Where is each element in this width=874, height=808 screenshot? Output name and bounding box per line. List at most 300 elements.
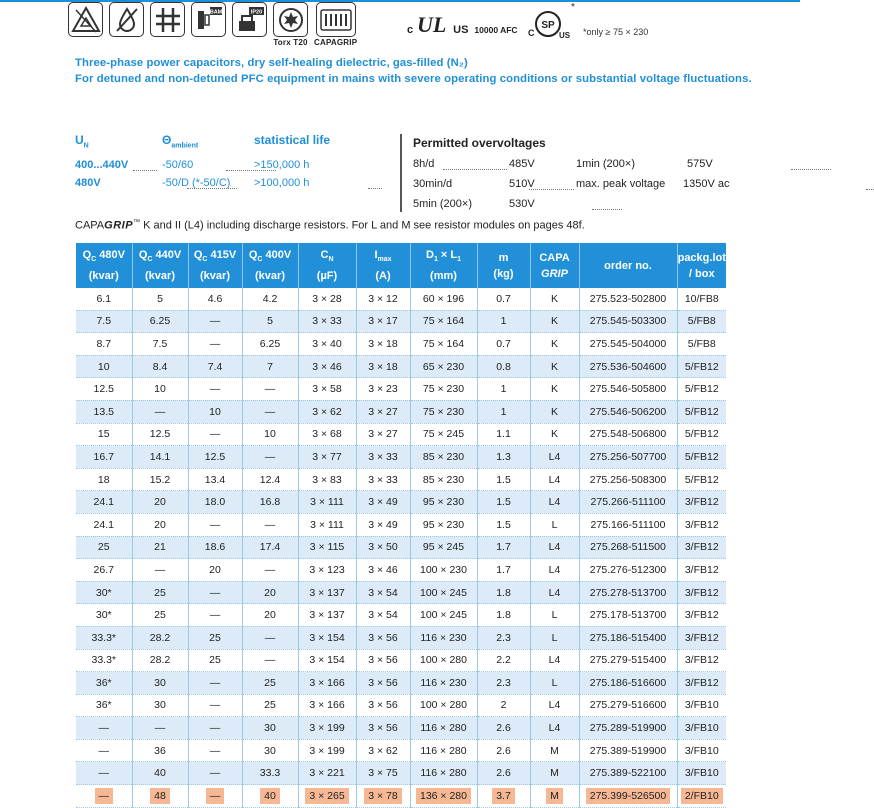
table-cell: 24.1 bbox=[76, 491, 132, 514]
table-cell: L bbox=[530, 604, 579, 627]
ov-value-2: 510V bbox=[509, 178, 535, 190]
table-cell: 5/FB8 bbox=[677, 333, 726, 356]
table-cell: 3 × 137 bbox=[298, 604, 356, 627]
capagrip-note: CAPAGRIP™ K and II (L4) including discharge resistors. For L and M see resistor modules on pages 48f. bbox=[75, 219, 585, 232]
subtitle-line2: For detuned and non-detuned PFC equipment in mains with severe operating conditions or substantial voltage fluctuations. bbox=[75, 73, 752, 85]
table-cell: 3/FB12 bbox=[677, 649, 726, 672]
table-row bbox=[76, 355, 726, 378]
table-cell: L bbox=[530, 672, 579, 695]
table-cell: 3 × 115 bbox=[298, 536, 356, 559]
table-cell: 1.5 bbox=[477, 513, 530, 536]
table-cell: M bbox=[530, 762, 579, 785]
ip20-icon bbox=[232, 2, 267, 37]
table-cell: 2.3 bbox=[477, 672, 530, 695]
table-cell: M bbox=[530, 739, 579, 762]
svg-text:US: US bbox=[559, 31, 571, 40]
table-cell: 5/FB8 bbox=[677, 310, 726, 333]
dot-leader bbox=[529, 189, 574, 190]
table-cell: 25 bbox=[132, 581, 188, 604]
table-cell: — bbox=[242, 446, 298, 469]
product-table bbox=[76, 243, 726, 808]
table-cell: 275.186-515400 bbox=[579, 626, 677, 649]
table-cell: 75 × 164 bbox=[410, 310, 477, 333]
table-cell: 6.1 bbox=[76, 288, 132, 310]
table-cell: — bbox=[188, 604, 242, 627]
table-cell: 2.6 bbox=[477, 762, 530, 785]
table-cell: 275.266-511100 bbox=[579, 491, 677, 514]
table-cell: 275.256-507700 bbox=[579, 446, 677, 469]
table-cell: 3 × 166 bbox=[298, 694, 356, 717]
column-header: $D_1 \times L_1$ (mm) bbox=[410, 243, 477, 288]
table-cell: 275.523-502800 bbox=[579, 288, 677, 310]
table-cell: 3 × 50 bbox=[356, 536, 410, 559]
table-cell: — bbox=[188, 378, 242, 401]
table-row bbox=[76, 333, 726, 356]
table-cell: 25 bbox=[242, 694, 298, 717]
table-cell: L4 bbox=[530, 491, 579, 514]
table-cell: 3/FB12 bbox=[677, 536, 726, 559]
table-cell: 8.4 bbox=[132, 355, 188, 378]
table-cell: 10 bbox=[132, 378, 188, 401]
table-cell: 28.2 bbox=[132, 626, 188, 649]
column-header: $I_{max}$ (A) bbox=[356, 243, 410, 288]
dot-leader bbox=[592, 209, 622, 210]
table-cell: — bbox=[188, 672, 242, 695]
table-cell: L bbox=[530, 626, 579, 649]
table-row bbox=[76, 581, 726, 604]
table-cell: 33.3* bbox=[76, 626, 132, 649]
table-cell: 20 bbox=[132, 491, 188, 514]
ov-value-5: 1350V ac bbox=[683, 178, 730, 190]
ul-logo-icon bbox=[415, 10, 451, 40]
table-cell: 275.166-511100 bbox=[579, 513, 677, 536]
table-cell: 116 × 280 bbox=[410, 717, 477, 740]
header-row bbox=[76, 243, 726, 288]
column-header: $Q_C$ 400V (kvar) bbox=[242, 243, 298, 288]
ov-label-1: 8h/d bbox=[413, 158, 435, 170]
table-cell: 275.546-505800 bbox=[579, 378, 677, 401]
table-cell: 275.278-513700 bbox=[579, 581, 677, 604]
ov-label-5: max. peak voltage bbox=[576, 178, 666, 190]
table-cell: 275.545-503300 bbox=[579, 310, 677, 333]
table-cell: 3 × 18 bbox=[356, 355, 410, 378]
capagrip-icon bbox=[316, 2, 356, 37]
table-cell: — bbox=[242, 626, 298, 649]
table-cell: 1.7 bbox=[477, 559, 530, 582]
table-cell: 5 bbox=[132, 288, 188, 310]
table-cell: 3 × 77 bbox=[298, 446, 356, 469]
table-row bbox=[76, 310, 726, 333]
table-cell: 275.276-512300 bbox=[579, 559, 677, 582]
ov-label-3: 5min (200×) bbox=[413, 198, 473, 210]
table-cell: 1.5 bbox=[477, 491, 530, 514]
table-cell: 20 bbox=[242, 581, 298, 604]
table-cell: 116 × 280 bbox=[410, 739, 477, 762]
dot-leader bbox=[791, 169, 831, 170]
table-cell: 3 × 27 bbox=[356, 423, 410, 446]
table-cell: 30 bbox=[132, 694, 188, 717]
table-cell: 1 bbox=[477, 378, 530, 401]
table-cell: 3 × 166 bbox=[298, 672, 356, 695]
table-cell: 5/FB12 bbox=[677, 468, 726, 491]
table-header bbox=[76, 243, 726, 288]
table-row bbox=[76, 288, 726, 310]
torx-icon bbox=[273, 2, 308, 37]
table-cell: 3 × 46 bbox=[298, 355, 356, 378]
table-cell: 3 × 111 bbox=[298, 491, 356, 514]
table-cell: 100 × 245 bbox=[410, 581, 477, 604]
table-cell: 2.3 bbox=[477, 626, 530, 649]
torx-icon-group bbox=[273, 2, 308, 47]
table-row bbox=[76, 694, 726, 717]
table-cell: 26.7 bbox=[76, 559, 132, 582]
table-cell: — bbox=[188, 717, 242, 740]
table-cell: 3 × 46 bbox=[356, 559, 410, 582]
table-cell: 2/FB10 bbox=[677, 785, 726, 808]
table-cell: 275.268-511500 bbox=[579, 536, 677, 559]
table-cell: 20 bbox=[132, 513, 188, 536]
table-cell: 30* bbox=[76, 581, 132, 604]
table-cell: 3 × 49 bbox=[356, 513, 410, 536]
table-cell: 15.2 bbox=[132, 468, 188, 491]
table-cell: 116 × 230 bbox=[410, 672, 477, 695]
table-cell: 100 × 230 bbox=[410, 559, 477, 582]
table-cell: 36* bbox=[76, 694, 132, 717]
svg-text:C: C bbox=[528, 28, 535, 38]
dot-leader bbox=[133, 170, 157, 171]
table-cell: K bbox=[530, 355, 579, 378]
table-cell: 275.548-506800 bbox=[579, 423, 677, 446]
table-row bbox=[76, 785, 726, 808]
table-cell: 3 × 154 bbox=[298, 649, 356, 672]
table-cell: 275.546-506200 bbox=[579, 400, 677, 423]
table-cell: — bbox=[188, 513, 242, 536]
dot-leader bbox=[368, 188, 382, 189]
table-cell: 1.5 bbox=[477, 468, 530, 491]
table-cell: 3 × 137 bbox=[298, 581, 356, 604]
table-cell: 13.4 bbox=[188, 468, 242, 491]
spec-un-2: 480V bbox=[75, 177, 101, 189]
table-cell: 13.5 bbox=[76, 400, 132, 423]
table-cell: 3 × 27 bbox=[356, 400, 410, 423]
column-header: $Q_C$ 480V (kvar) bbox=[76, 243, 132, 288]
table-row bbox=[76, 649, 726, 672]
table-cell: L bbox=[530, 513, 579, 536]
table-cell: 3.7 bbox=[477, 785, 530, 808]
subtitle-line1: Three-phase power capacitors, dry self-healing dielectric, gas-filled (N₂) bbox=[75, 57, 468, 69]
table-cell: 75 × 164 bbox=[410, 333, 477, 356]
table-cell: K bbox=[530, 288, 579, 310]
torx-caption: Torx T20 bbox=[273, 38, 308, 47]
spec-header-un: $U_N$ bbox=[75, 133, 89, 150]
table-cell: 5/FB12 bbox=[677, 355, 726, 378]
table-cell: 7.5 bbox=[132, 333, 188, 356]
table-cell: L4 bbox=[530, 446, 579, 469]
table-cell: — bbox=[242, 400, 298, 423]
table-cell: — bbox=[188, 423, 242, 446]
table-cell: 3 × 56 bbox=[356, 672, 410, 695]
table-cell: 6.25 bbox=[242, 333, 298, 356]
table-cell: — bbox=[76, 739, 132, 762]
table-cell: 3 × 49 bbox=[356, 491, 410, 514]
table-cell: 3 × 83 bbox=[298, 468, 356, 491]
table-cell: 3 × 221 bbox=[298, 762, 356, 785]
spec-header-life: statistical life bbox=[254, 133, 331, 147]
table-cell: — bbox=[188, 581, 242, 604]
bam-icon bbox=[191, 2, 226, 37]
ov-value-4: 575V bbox=[687, 158, 713, 170]
recycle-warning-icon bbox=[68, 2, 103, 37]
svg-text:BAM: BAM bbox=[209, 9, 222, 15]
table-cell: K bbox=[530, 423, 579, 446]
column-header: order no. bbox=[579, 243, 677, 288]
table-cell: 3/FB10 bbox=[677, 717, 726, 740]
table-cell: 3 × 199 bbox=[298, 739, 356, 762]
column-header: packg.lot / box bbox=[677, 243, 726, 288]
table-cell: 3/FB12 bbox=[677, 513, 726, 536]
certification-icons bbox=[68, 2, 363, 47]
table-row bbox=[76, 446, 726, 469]
table-cell: 95 × 230 bbox=[410, 513, 477, 536]
table-cell: 3/FB12 bbox=[677, 604, 726, 627]
table-cell: 3 × 62 bbox=[356, 739, 410, 762]
table-cell: 12.5 bbox=[132, 423, 188, 446]
table-cell: 25 bbox=[76, 536, 132, 559]
table-cell: 2 bbox=[477, 694, 530, 717]
spec-theta-1: -50/60 bbox=[162, 159, 194, 171]
table-row bbox=[76, 559, 726, 582]
grid-icon bbox=[150, 2, 185, 37]
svg-text:SP: SP bbox=[541, 20, 555, 31]
table-cell: 3 × 78 bbox=[356, 785, 410, 808]
table-cell: — bbox=[132, 559, 188, 582]
table-cell: 1 bbox=[477, 310, 530, 333]
table-cell: 75 × 245 bbox=[410, 423, 477, 446]
table-cell: — bbox=[132, 717, 188, 740]
table-cell: — bbox=[242, 649, 298, 672]
table-cell: 24.1 bbox=[76, 513, 132, 536]
spec-life-1: >150,000 h bbox=[254, 159, 310, 171]
table-row bbox=[76, 536, 726, 559]
table-row bbox=[76, 468, 726, 491]
table-cell: 275.399-526500 bbox=[579, 785, 677, 808]
table-cell: 275.545-504000 bbox=[579, 333, 677, 356]
table-row bbox=[76, 604, 726, 627]
ov-label-4: 1min (200×) bbox=[576, 158, 636, 170]
ov-label-2: 30min/d bbox=[413, 178, 453, 190]
table-cell: 0.7 bbox=[477, 333, 530, 356]
table-cell: 3/FB12 bbox=[677, 672, 726, 695]
table-cell: 4.6 bbox=[188, 288, 242, 310]
table-cell: 25 bbox=[188, 649, 242, 672]
table-cell: 7.4 bbox=[188, 355, 242, 378]
table-cell: 7.5 bbox=[76, 310, 132, 333]
table-cell: 40 bbox=[242, 785, 298, 808]
table-cell: 100 × 245 bbox=[410, 604, 477, 627]
table-cell: 2.2 bbox=[477, 649, 530, 672]
table-cell: 8.7 bbox=[76, 333, 132, 356]
table-cell: 33.3* bbox=[76, 649, 132, 672]
table-cell: — bbox=[76, 717, 132, 740]
table-cell: L4 bbox=[530, 468, 579, 491]
table-cell: 100 × 280 bbox=[410, 694, 477, 717]
capagrip-caption: CAPAGRIP bbox=[314, 38, 358, 47]
table-cell: — bbox=[188, 333, 242, 356]
table-cell: 30* bbox=[76, 604, 132, 627]
table-cell: 17.4 bbox=[242, 536, 298, 559]
overvoltages-block bbox=[413, 158, 730, 210]
table-cell: 3 × 56 bbox=[356, 694, 410, 717]
table-row bbox=[76, 513, 726, 536]
table-cell: L4 bbox=[530, 536, 579, 559]
table-cell: 3 × 62 bbox=[298, 400, 356, 423]
table-cell: 116 × 280 bbox=[410, 762, 477, 785]
table-cell: 3 × 56 bbox=[356, 649, 410, 672]
table-cell: 3 × 199 bbox=[298, 717, 356, 740]
table-cell: 28.2 bbox=[132, 649, 188, 672]
table-cell: L4 bbox=[530, 559, 579, 582]
table-cell: 3 × 33 bbox=[356, 446, 410, 469]
column-header: $C_N$ (µF) bbox=[298, 243, 356, 288]
table-row bbox=[76, 717, 726, 740]
spec-un-1: 400...440V bbox=[75, 159, 129, 171]
table-cell: 40 bbox=[132, 762, 188, 785]
table-cell: 75 × 230 bbox=[410, 400, 477, 423]
table-cell: 2.6 bbox=[477, 717, 530, 740]
table-cell: 3 × 33 bbox=[298, 310, 356, 333]
capagrip-icon-group bbox=[314, 2, 357, 47]
table-cell: 21 bbox=[132, 536, 188, 559]
table-cell: 30 bbox=[242, 739, 298, 762]
table-cell: 12.5 bbox=[76, 378, 132, 401]
table-cell: 275.289-519900 bbox=[579, 717, 677, 740]
table-cell: 7 bbox=[242, 355, 298, 378]
table-cell: 275.279-516600 bbox=[579, 694, 677, 717]
table-cell: 10/FB8 bbox=[677, 288, 726, 310]
table-cell: 3 × 23 bbox=[356, 378, 410, 401]
table-cell: 3 × 111 bbox=[298, 513, 356, 536]
table-cell: 10 bbox=[76, 355, 132, 378]
table-cell: 60 × 196 bbox=[410, 288, 477, 310]
table-cell: 3 × 58 bbox=[298, 378, 356, 401]
table-cell: 20 bbox=[242, 604, 298, 627]
column-header: m (kg) bbox=[477, 243, 530, 288]
table-row bbox=[76, 762, 726, 785]
table-cell: 3/FB12 bbox=[677, 626, 726, 649]
dot-leader bbox=[443, 169, 507, 170]
table-cell: 12.5 bbox=[188, 446, 242, 469]
table-cell: 100 × 280 bbox=[410, 649, 477, 672]
table-cell: — bbox=[188, 785, 242, 808]
table-cell: K bbox=[530, 400, 579, 423]
table-cell: 275.389-519900 bbox=[579, 739, 677, 762]
ul-us-label: US bbox=[453, 24, 469, 36]
table-cell: 5/FB12 bbox=[677, 423, 726, 446]
table-cell: 3/FB12 bbox=[677, 581, 726, 604]
spec-life-2: >100,000 h bbox=[254, 177, 310, 189]
table-cell: 3 × 123 bbox=[298, 559, 356, 582]
table-row bbox=[76, 672, 726, 695]
overvoltages-title: Permitted overvoltages bbox=[413, 136, 546, 150]
table-cell: K bbox=[530, 378, 579, 401]
table-cell: 18.6 bbox=[188, 536, 242, 559]
table-cell: 16.8 bbox=[242, 491, 298, 514]
table-row bbox=[76, 423, 726, 446]
table-cell: K bbox=[530, 310, 579, 333]
table-cell: 3 × 17 bbox=[356, 310, 410, 333]
table-row bbox=[76, 739, 726, 762]
table-cell: 36 bbox=[132, 739, 188, 762]
table-cell: 3/FB10 bbox=[677, 694, 726, 717]
table-cell: 3 × 68 bbox=[298, 423, 356, 446]
table-cell: 275.256-508300 bbox=[579, 468, 677, 491]
table-cell: 95 × 230 bbox=[410, 491, 477, 514]
table-cell: 3/FB10 bbox=[677, 762, 726, 785]
table-cell: 6.25 bbox=[132, 310, 188, 333]
table-cell: 15 bbox=[76, 423, 132, 446]
table-cell: — bbox=[242, 378, 298, 401]
table-cell: 5/FB12 bbox=[677, 446, 726, 469]
table-cell: 3 × 265 bbox=[298, 785, 356, 808]
table-cell: 3 × 56 bbox=[356, 717, 410, 740]
table-cell: L4 bbox=[530, 694, 579, 717]
table-cell: 36* bbox=[76, 672, 132, 695]
table-cell: 4.2 bbox=[242, 288, 298, 310]
table-cell: L4 bbox=[530, 581, 579, 604]
ul-mark bbox=[407, 10, 518, 40]
table-cell: 1.3 bbox=[477, 446, 530, 469]
table-cell: — bbox=[188, 694, 242, 717]
table-cell: 75 × 230 bbox=[410, 378, 477, 401]
table-cell: 3/FB12 bbox=[677, 491, 726, 514]
table-cell: 116 × 230 bbox=[410, 626, 477, 649]
table-cell: 3 × 40 bbox=[298, 333, 356, 356]
dry-drop-icon bbox=[109, 2, 144, 37]
svg-text:UL: UL bbox=[417, 12, 447, 37]
table-cell: 0.7 bbox=[477, 288, 530, 310]
table-cell: 3 × 12 bbox=[356, 288, 410, 310]
ul-c-label: c bbox=[407, 24, 414, 36]
table-cell: — bbox=[76, 785, 132, 808]
table-cell: 30 bbox=[132, 672, 188, 695]
table-cell: 1.8 bbox=[477, 604, 530, 627]
table-cell: — bbox=[242, 559, 298, 582]
table-cell: — bbox=[188, 762, 242, 785]
table-cell: 275.186-516600 bbox=[579, 672, 677, 695]
table-body bbox=[76, 288, 726, 807]
table-cell: 3/FB10 bbox=[677, 739, 726, 762]
table-cell: 3 × 28 bbox=[298, 288, 356, 310]
spec-header-theta: $\Theta_{ambient}$ bbox=[162, 133, 199, 150]
table-cell: 20 bbox=[188, 559, 242, 582]
table-cell: 5/FB12 bbox=[677, 400, 726, 423]
table-cell: — bbox=[188, 310, 242, 333]
table-cell: 1.1 bbox=[477, 423, 530, 446]
table-cell: L4 bbox=[530, 717, 579, 740]
table-cell: 25 bbox=[132, 604, 188, 627]
table-cell: 5 bbox=[242, 310, 298, 333]
csa-star: * bbox=[571, 2, 575, 13]
table-cell: 275.389-522100 bbox=[579, 762, 677, 785]
table-cell: 95 × 245 bbox=[410, 536, 477, 559]
table-cell: 0.8 bbox=[477, 355, 530, 378]
ov-value-3: 530V bbox=[509, 198, 535, 210]
table-cell: 85 × 230 bbox=[410, 446, 477, 469]
table-cell: 3 × 33 bbox=[356, 468, 410, 491]
table-cell: 16.7 bbox=[76, 446, 132, 469]
ov-value-1: 485V bbox=[509, 158, 535, 170]
vertical-divider bbox=[400, 134, 402, 212]
